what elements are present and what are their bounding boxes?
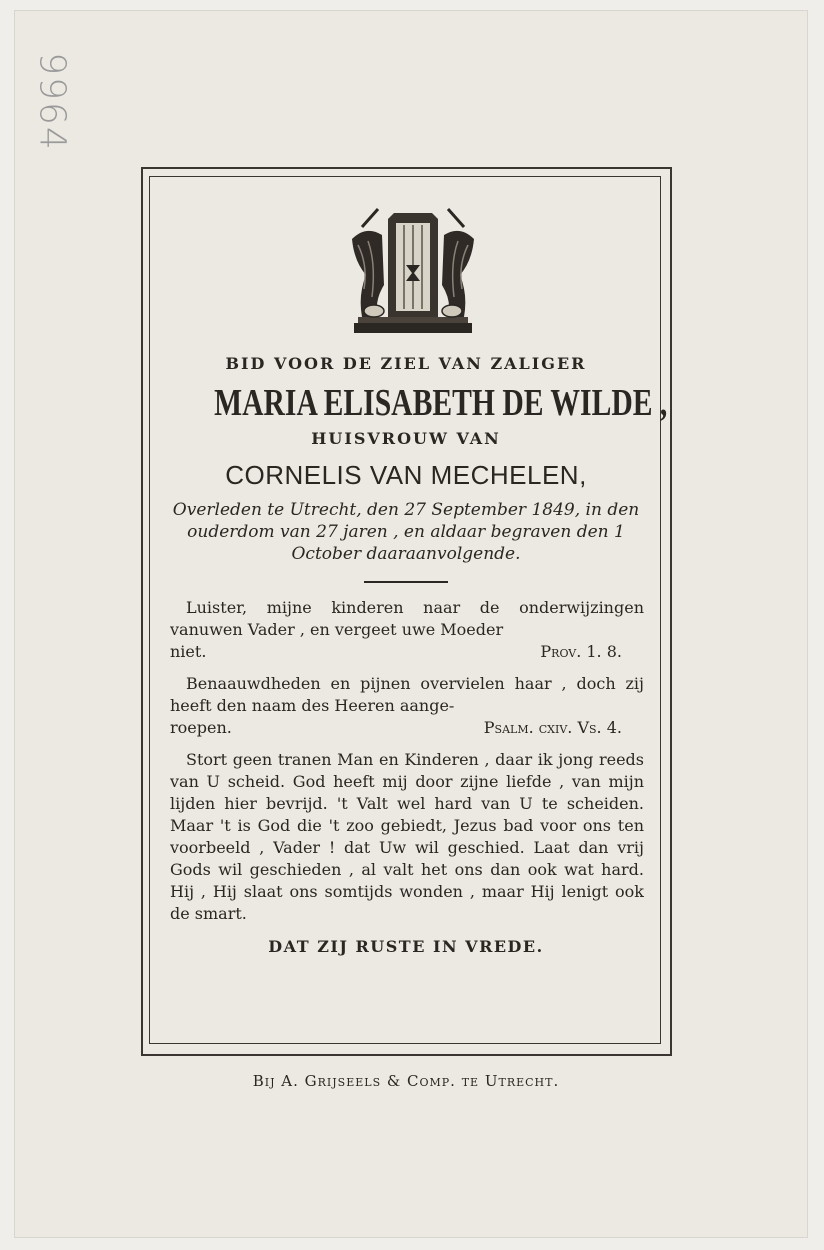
printer-imprint: Bij A. Grijseels & Comp. te Utrecht. xyxy=(252,1072,560,1090)
deceased-name: MARIA ELISABETH DE WILDE , xyxy=(214,382,668,424)
relation-line: HUISVROUW VAN xyxy=(311,429,501,448)
verse-1 xyxy=(170,597,644,663)
prayer-heading: BID VOOR DE ZIEL VAN ZALIGER xyxy=(225,354,587,373)
closing-line: DAT ZIJ RUSTE IN VREDE. xyxy=(268,937,544,956)
verse-3 xyxy=(170,749,644,925)
tomb-emblem-icon xyxy=(348,205,478,337)
verses xyxy=(160,597,652,925)
card-text xyxy=(160,348,668,956)
verse-text: Benaauwdheden en pijnen overvielen haar , doch zij heeft den naam des Heeren aange- xyxy=(170,674,644,715)
verse-tail: niet. xyxy=(170,642,207,661)
archive-number: 9964 xyxy=(31,52,73,152)
verse-2 xyxy=(170,673,644,739)
verse-reference: Psalm. cxiv. Vs. 4. xyxy=(483,718,622,737)
verse-text: Stort geen tranen Man en Kinderen , daar ik jong reeds van U scheid. God heeft mij door zijne liefde , van mijn lijden hier bevrijd. 't Valt wel hard van U te scheiden. Maar 't is God die 't zoo gebiedt, Jezus bad voor ons ten voorbeeld , Vader ! dat Uw wil geschied. Laat dan vrij Gods wil geschieden , al valt het ons dan ook wat hard. Hij , Hij slaat ons somtijds wonden , maar Hij lenigt ook de smart. xyxy=(170,750,644,923)
verse-tail: roepen. xyxy=(170,718,232,737)
verse-text: Luister, mijne kinderen naar de onderwijzingen vanuwen Vader , en vergeet uwe Moeder xyxy=(170,598,644,639)
divider-rule xyxy=(364,581,448,583)
verse-reference: Prov. 1. 8. xyxy=(540,642,622,661)
death-details: Overleden te Utrecht, den 27 September 1849, in den ouderdom van 27 jaren , en aldaar begraven den 1 October daaraanvolgende. xyxy=(172,500,640,564)
husband-name: CORNELIS VAN MECHELEN, xyxy=(225,460,587,490)
